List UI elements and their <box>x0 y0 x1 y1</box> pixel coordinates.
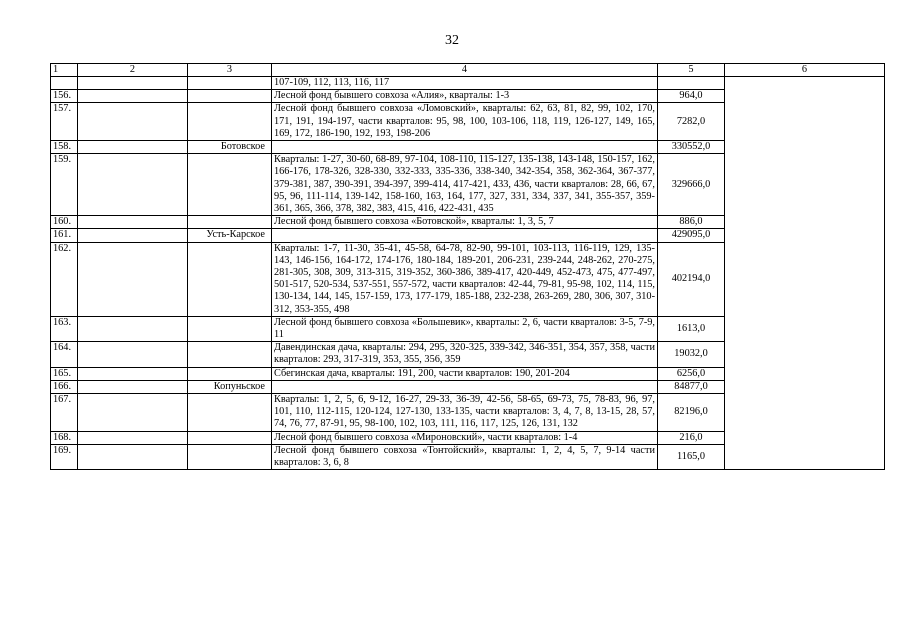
row-description: Давендинская дача, кварталы: 294, 295, 320-325, 339-342, 346-351, 354, 357, 358, части кварталов: 293, 317-319, 353, 355, 356, 359 <box>272 342 658 367</box>
header-col-6: 6 <box>725 64 885 77</box>
header-col-2: 2 <box>78 64 188 77</box>
row-col-2 <box>78 90 188 103</box>
row-description <box>272 141 658 154</box>
row-number: 157. <box>51 103 78 141</box>
settlement-name <box>188 367 272 380</box>
row-area: 1165,0 <box>658 444 725 469</box>
settlement-name <box>188 216 272 229</box>
row-description: Лесной фонд бывшего совхоза «Большевик», кварталы: 2, 6, части кварталов: 3-5, 7-9, 11 <box>272 316 658 341</box>
row-area: 886,0 <box>658 216 725 229</box>
row-col-6 <box>725 77 885 470</box>
row-number: 165. <box>51 367 78 380</box>
row-area: 7282,0 <box>658 103 725 141</box>
row-area: 330552,0 <box>658 141 725 154</box>
row-area: 19032,0 <box>658 342 725 367</box>
header-col-5: 5 <box>658 64 725 77</box>
row-area: 82196,0 <box>658 394 725 432</box>
row-area: 1613,0 <box>658 316 725 341</box>
row-col-2 <box>78 431 188 444</box>
row-area: 84877,0 <box>658 380 725 393</box>
settlement-name <box>188 103 272 141</box>
row-number: 164. <box>51 342 78 367</box>
row-area: 402194,0 <box>658 242 725 316</box>
row-area: 6256,0 <box>658 367 725 380</box>
header-col-3: 3 <box>188 64 272 77</box>
row-col-2 <box>78 316 188 341</box>
row-number: 160. <box>51 216 78 229</box>
row-number: 169. <box>51 444 78 469</box>
row-number: 159. <box>51 154 78 216</box>
row-col-2 <box>78 141 188 154</box>
page-number: 32 <box>445 33 459 48</box>
settlement-name <box>188 90 272 103</box>
row-description <box>272 380 658 393</box>
row-area: 216,0 <box>658 431 725 444</box>
row-description: Лесной фонд бывшего совхоза «Ломовский», кварталы: 62, 63, 81, 82, 99, 102, 170, 171, 191, 194-197, части кварталов: 95, 98, 100, 103-106, 118, 119, 126-127, 149, 165, 169, 172, 186-190, 192, 193, 198-206 <box>272 103 658 141</box>
row-number: 156. <box>51 90 78 103</box>
settlement-name <box>188 316 272 341</box>
settlement-name <box>188 431 272 444</box>
table-row <box>51 77 885 90</box>
row-number: 163. <box>51 316 78 341</box>
settlement-name <box>188 394 272 432</box>
row-description: Лесной фонд бывшего совхоза «Алия», кварталы: 1-3 <box>272 90 658 103</box>
row-description: 107-109, 112, 113, 116, 117 <box>272 77 658 90</box>
row-col-2 <box>78 229 188 242</box>
row-description: Кварталы: 1-27, 30-60, 68-89, 97-104, 108-110, 115-127, 135-138, 143-148, 150-157, 162, 166-176, 178-326, 328-330, 332-333, 335-336, 338-340, 342-354, 358, 362-364, 367-377, 379-381, 387, 390-391, 394-397, 399-414, 417-421, 433, 436, части кварталов: 28, 66, 67, 95, 96, 111-114, 139-142, 158-160, 163, 164, 177, 327, 331, 334, 337, 341, 355-357, 359-361, 365, 366, 378, 382, 383, 415, 416, 422-431, 435 <box>272 154 658 216</box>
row-number: 158. <box>51 141 78 154</box>
forest-register-table <box>50 63 885 470</box>
header-col-4: 4 <box>272 64 658 77</box>
settlement-name: Ботовское <box>188 141 272 154</box>
row-col-2 <box>78 154 188 216</box>
row-col-2 <box>78 103 188 141</box>
row-col-2 <box>78 444 188 469</box>
row-col-2 <box>78 77 188 90</box>
settlement-name <box>188 342 272 367</box>
header-col-1: 1 <box>51 64 78 77</box>
row-area: 964,0 <box>658 90 725 103</box>
settlement-name <box>188 77 272 90</box>
row-number: 162. <box>51 242 78 316</box>
row-col-2 <box>78 380 188 393</box>
row-description: Сбегинская дача, кварталы: 191, 200, части кварталов: 190, 201-204 <box>272 367 658 380</box>
row-number: 166. <box>51 380 78 393</box>
settlement-name: Копуньское <box>188 380 272 393</box>
settlement-name <box>188 444 272 469</box>
row-area: 429095,0 <box>658 229 725 242</box>
row-area <box>658 77 725 90</box>
settlement-name: Усть-Карское <box>188 229 272 242</box>
row-col-2 <box>78 342 188 367</box>
row-description: Кварталы: 1, 2, 5, 6, 9-12, 16-27, 29-33, 36-39, 42-56, 58-65, 69-73, 75, 78-83, 96, 97, 101, 110, 112-115, 120-124, 127-130, 133-135, части кварталов: 3, 4, 7, 8, 13-15, 28, 57, 74, 76, 77, 87-91, 95, 98-100, 102, 103, 111, 116, 117, 125, 126, 131, 132 <box>272 394 658 432</box>
header-row <box>51 64 885 77</box>
row-col-2 <box>78 242 188 316</box>
row-col-2 <box>78 367 188 380</box>
settlement-name <box>188 242 272 316</box>
row-description: Лесной фонд бывшего совхоза «Ботовской», кварталы: 1, 3, 5, 7 <box>272 216 658 229</box>
row-number: 161. <box>51 229 78 242</box>
row-description: Кварталы: 1-7, 11-30, 35-41, 45-58, 64-78, 82-90, 99-101, 103-113, 116-119, 129, 135-143, 146-156, 164-172, 174-176, 180-184, 189-201, 206-231, 239-244, 248-262, 270-275, 281-305, 308, 309, 313-315, 319-352, 360-386, 389-417, 420-449, 452-473, 475, 477-497, 501-517, 520-534, 537-551, 557-572, части кварталов: 42-44, 79-81, 95-98, 102, 114, 115, 130-134, 144, 145, 157-159, 173, 177-179, 185-188, 232-238, 263-269, 280, 306, 307, 310-312, 353-355, 498 <box>272 242 658 316</box>
row-col-2 <box>78 394 188 432</box>
row-number <box>51 77 78 90</box>
row-number: 168. <box>51 431 78 444</box>
row-col-2 <box>78 216 188 229</box>
settlement-name <box>188 154 272 216</box>
row-description: Лесной фонд бывшего совхоза «Мироновский», части кварталов: 1-4 <box>272 431 658 444</box>
row-description <box>272 229 658 242</box>
row-description: Лесной фонд бывшего совхоза «Тонтойский», кварталы: 1, 2, 4, 5, 7, 9-14 части кварталов: 3, 6, 8 <box>272 444 658 469</box>
row-area: 329666,0 <box>658 154 725 216</box>
row-number: 167. <box>51 394 78 432</box>
